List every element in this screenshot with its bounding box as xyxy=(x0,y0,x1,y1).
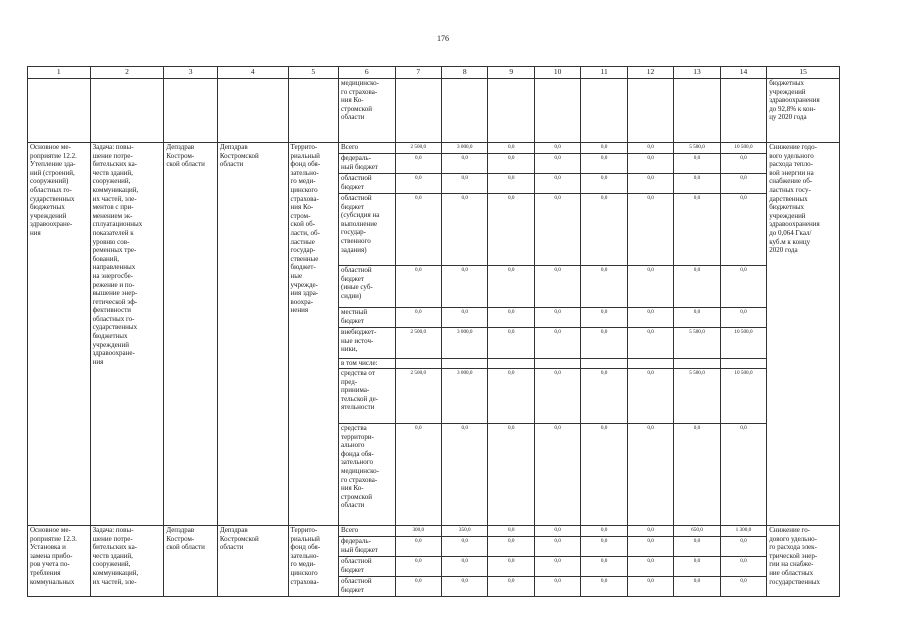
column-header-11: 11 xyxy=(581,67,627,79)
amount-cell: 0,0 xyxy=(534,369,580,424)
amount-cell: 0,0 xyxy=(395,194,441,266)
amount-cell: 0,0 xyxy=(534,424,580,526)
column-header-4: 4 xyxy=(217,67,288,79)
funding-source-label: федераль- ный бюджет xyxy=(339,537,396,557)
amount-cell: 0,0 xyxy=(674,174,720,194)
amount-cell: 0,0 xyxy=(442,174,488,194)
amount-cell: 0,0 xyxy=(488,194,534,266)
column-header-1: 1 xyxy=(28,67,91,79)
cont-cell-12 xyxy=(627,79,673,143)
funding-source-label: Всего xyxy=(339,143,396,154)
amount-cell xyxy=(674,359,720,369)
amount-cell: 3 000,0 xyxy=(442,328,488,359)
amount-cell xyxy=(627,359,673,369)
amount-cell: 0,0 xyxy=(581,328,627,359)
amount-cell: 0,0 xyxy=(488,557,534,577)
amount-cell: 5 500,0 xyxy=(674,369,720,424)
amount-cell: 2 500,0 xyxy=(395,369,441,424)
amount-cell: 0,0 xyxy=(395,577,441,597)
funding-source-label: федераль- ный бюджет xyxy=(339,154,396,174)
responsible-executor: Депздрав Костром- ской области xyxy=(164,143,218,526)
cont-cell-13 xyxy=(674,79,720,143)
amount-cell: 0,0 xyxy=(674,424,720,526)
amount-cell: 0,0 xyxy=(720,266,766,308)
amount-cell: 0,0 xyxy=(488,154,534,174)
amount-cell: 0,0 xyxy=(581,154,627,174)
amount-cell: 0,0 xyxy=(720,154,766,174)
amount-cell: 10 500,0 xyxy=(720,328,766,359)
amount-cell: 0,0 xyxy=(674,194,720,266)
amount-cell: 0,0 xyxy=(488,143,534,154)
cont-cell-11 xyxy=(581,79,627,143)
measure-name: Основное ме- роприятие 12.3. Установка и замена прибо- ров учета по- требления коммунальных xyxy=(28,526,91,597)
amount-cell: 0,0 xyxy=(395,557,441,577)
column-header-3: 3 xyxy=(164,67,218,79)
task-description: Задача: повы- шение потре- бительских ка- честв зданий, сооружений, коммуникаций, их частей, эле- ментов с при- менением эк- сплуатационных показателей к уровню сов- ременных тре- бований, направленных на энергосбе- режение и по- вышение энер- гетической эф- фективности областных го- сударственных бюджетных учреждений здравоохране- ния xyxy=(90,143,164,526)
amount-cell: 0,0 xyxy=(395,154,441,174)
funding-source-label: внебюджет- ные источ- ники, xyxy=(339,328,396,359)
amount-cell: 0,0 xyxy=(395,174,441,194)
funding-source-label: областной бюджет xyxy=(339,174,396,194)
amount-cell: 0,0 xyxy=(442,577,488,597)
amount-cell: 0,0 xyxy=(581,537,627,557)
amount-cell: 0,0 xyxy=(674,557,720,577)
expected-result: Снижение го- дового удельно- го расхода элек- трической энер- гии на снабже- ние областных государственных xyxy=(767,526,840,597)
amount-cell: 0,0 xyxy=(534,537,580,557)
amount-cell: 10 500,0 xyxy=(720,369,766,424)
amount-cell: 0,0 xyxy=(581,526,627,537)
funding-row xyxy=(28,143,840,154)
amount-cell: 0,0 xyxy=(488,174,534,194)
amount-cell: 0,0 xyxy=(627,266,673,308)
funding-source-label: средства от пред- принима- тельской де- ятельности xyxy=(339,369,396,424)
amount-cell: 0,0 xyxy=(581,174,627,194)
amount-cell xyxy=(488,359,534,369)
cont-funding-source: медицинско- го страхова- ния Ко- стромской области xyxy=(339,79,396,143)
amount-cell: 0,0 xyxy=(442,424,488,526)
column-header-9: 9 xyxy=(488,67,534,79)
amount-cell: 0,0 xyxy=(488,424,534,526)
funding-row xyxy=(28,526,840,537)
amount-cell: 0,0 xyxy=(442,557,488,577)
funding-source-label: средства территори- ального фонда обя- зательного медицинско- го страхова- ния Ко- стромской области xyxy=(339,424,396,526)
amount-cell xyxy=(442,359,488,369)
amount-cell: 0,0 xyxy=(627,143,673,154)
task-description: Задача: повы- шение потре- бительских ка- честв зданий, сооружений, коммуникаций, их частей, эле- xyxy=(90,526,164,597)
amount-cell: 0,0 xyxy=(534,143,580,154)
amount-cell: 0,0 xyxy=(581,577,627,597)
column-header-7: 7 xyxy=(395,67,441,79)
amount-cell: 0,0 xyxy=(720,577,766,597)
amount-cell: 0,0 xyxy=(395,424,441,526)
amount-cell: 5 500,0 xyxy=(674,328,720,359)
amount-cell: 0,0 xyxy=(627,369,673,424)
amount-cell: 0,0 xyxy=(627,174,673,194)
amount-cell: 0,0 xyxy=(534,328,580,359)
cont-cell-3 xyxy=(164,79,218,143)
amount-cell: 3 000,0 xyxy=(442,369,488,424)
cont-expected-result: бюджетных учреждений здравоохранения до 92,8% к кон- цу 2020 года xyxy=(767,79,840,143)
continuation-row xyxy=(28,79,840,143)
amount-cell: 0,0 xyxy=(627,328,673,359)
column-header-10: 10 xyxy=(534,67,580,79)
amount-cell: 0,0 xyxy=(488,537,534,557)
cont-cell-7 xyxy=(395,79,441,143)
amount-cell: 0,0 xyxy=(534,308,580,328)
cont-cell-9 xyxy=(488,79,534,143)
column-header-14: 14 xyxy=(720,67,766,79)
amount-cell: 0,0 xyxy=(627,557,673,577)
amount-cell: 0,0 xyxy=(627,537,673,557)
amount-cell: 0,0 xyxy=(488,526,534,537)
amount-cell xyxy=(720,359,766,369)
amount-cell: 0,0 xyxy=(395,308,441,328)
amount-cell: 0,0 xyxy=(627,308,673,328)
cont-cell-4 xyxy=(217,79,288,143)
amount-cell: 0,0 xyxy=(720,537,766,557)
amount-cell: 0,0 xyxy=(581,143,627,154)
amount-cell: 0,0 xyxy=(534,154,580,174)
amount-cell: 0,0 xyxy=(488,308,534,328)
amount-cell: 0,0 xyxy=(581,194,627,266)
responsible-executor: Депздрав Костром- ской области xyxy=(164,526,218,597)
column-header-5: 5 xyxy=(288,67,338,79)
amount-cell: 0,0 xyxy=(581,424,627,526)
amount-cell: 0,0 xyxy=(442,266,488,308)
amount-cell: 2 500,0 xyxy=(395,328,441,359)
column-header-15: 15 xyxy=(767,67,840,79)
amount-cell: 0,0 xyxy=(488,369,534,424)
amount-cell: 0,0 xyxy=(442,194,488,266)
expected-result: Снижение годо- вого удельного расхода тепло- вой энергии на снабжение об- ластных госу- дарственных бюджетных учреждений здравоохранения до 0,064 Гкал/ куб.м к концу 2020 года xyxy=(767,143,840,526)
cont-cell-2 xyxy=(90,79,164,143)
amount-cell: 0,0 xyxy=(674,308,720,328)
amount-cell: 300,0 xyxy=(395,526,441,537)
amount-cell: 0,0 xyxy=(581,557,627,577)
cont-cell-5 xyxy=(288,79,338,143)
column-header-12: 12 xyxy=(627,67,673,79)
cont-cell-10 xyxy=(534,79,580,143)
amount-cell xyxy=(395,359,441,369)
amount-cell: 0,0 xyxy=(395,266,441,308)
funding-source-label: областной бюджет xyxy=(339,577,396,597)
amount-cell: 0,0 xyxy=(627,154,673,174)
amount-cell: 0,0 xyxy=(488,328,534,359)
column-header-8: 8 xyxy=(442,67,488,79)
cont-cell-14 xyxy=(720,79,766,143)
amount-cell: 0,0 xyxy=(442,154,488,174)
amount-cell: 0,0 xyxy=(720,194,766,266)
amount-cell: 0,0 xyxy=(720,424,766,526)
column-header-2: 2 xyxy=(90,67,164,79)
amount-cell: 0,0 xyxy=(442,537,488,557)
co-executor: Депздрав Костромской области xyxy=(217,526,288,597)
amount-cell: 0,0 xyxy=(720,308,766,328)
cont-cell-8 xyxy=(442,79,488,143)
column-header-13: 13 xyxy=(674,67,720,79)
amount-cell xyxy=(581,359,627,369)
amount-cell: 0,0 xyxy=(674,537,720,557)
column-header-6: 6 xyxy=(339,67,396,79)
amount-cell: 0,0 xyxy=(488,577,534,597)
amount-cell: 0,0 xyxy=(720,557,766,577)
amount-cell: 2 500,0 xyxy=(395,143,441,154)
amount-cell: 0,0 xyxy=(534,557,580,577)
co-executor: Депздрав Костромской области xyxy=(217,143,288,526)
funding-table xyxy=(27,66,840,597)
funding-source-label: областной бюджет (субсидия на выполнение государ- ственного задания) xyxy=(339,194,396,266)
measure-name: Основное ме- роприятие 12.2. Утепление зда- ний (строений, сооружений) областных го- сударственных бюджетных учреждений здравоохране- ния xyxy=(28,143,91,526)
amount-cell: 0,0 xyxy=(674,266,720,308)
funding-source-label: областной бюджет xyxy=(339,557,396,577)
amount-cell: 0,0 xyxy=(534,526,580,537)
amount-cell: 5 500,0 xyxy=(674,143,720,154)
amount-cell: 0,0 xyxy=(581,369,627,424)
amount-cell: 650,0 xyxy=(674,526,720,537)
funding-source-label: Всего xyxy=(339,526,396,537)
funding-source-org: Террито- риальный фонд обя- зательно- го меди- цинского страхова- xyxy=(288,526,338,597)
amount-cell: 0,0 xyxy=(720,174,766,194)
amount-cell: 0,0 xyxy=(534,577,580,597)
amount-cell: 10 500,0 xyxy=(720,143,766,154)
amount-cell: 0,0 xyxy=(627,194,673,266)
amount-cell: 0,0 xyxy=(674,577,720,597)
amount-cell: 0,0 xyxy=(581,308,627,328)
amount-cell: 0,0 xyxy=(395,537,441,557)
amount-cell: 0,0 xyxy=(534,266,580,308)
amount-cell: 0,0 xyxy=(488,266,534,308)
funding-source-label: в том числе: xyxy=(339,359,396,369)
column-header-row xyxy=(28,67,840,79)
amount-cell: 0,0 xyxy=(674,154,720,174)
funding-source-org: Террито- риальный фонд обя- зательно- го меди- цинского страхова- ния Ко- стром- ской об- ласти, об- ластные государ- ственные бюджет- ные учрежде- ния здра- воохра- нения xyxy=(288,143,338,526)
amount-cell: 0,0 xyxy=(627,526,673,537)
funding-source-label: местный бюджет xyxy=(339,308,396,328)
amount-cell: 0,0 xyxy=(534,174,580,194)
page-number: 176 xyxy=(437,34,449,43)
amount-cell: 0,0 xyxy=(627,424,673,526)
amount-cell: 0,0 xyxy=(534,194,580,266)
amount-cell: 1 300,0 xyxy=(720,526,766,537)
funding-source-label: областной бюджет (иные суб- сидии) xyxy=(339,266,396,308)
amount-cell xyxy=(534,359,580,369)
amount-cell: 0,0 xyxy=(442,308,488,328)
amount-cell: 0,0 xyxy=(627,577,673,597)
amount-cell: 3 000,0 xyxy=(442,143,488,154)
amount-cell: 0,0 xyxy=(581,266,627,308)
cont-cell-1 xyxy=(28,79,91,143)
amount-cell: 350,0 xyxy=(442,526,488,537)
